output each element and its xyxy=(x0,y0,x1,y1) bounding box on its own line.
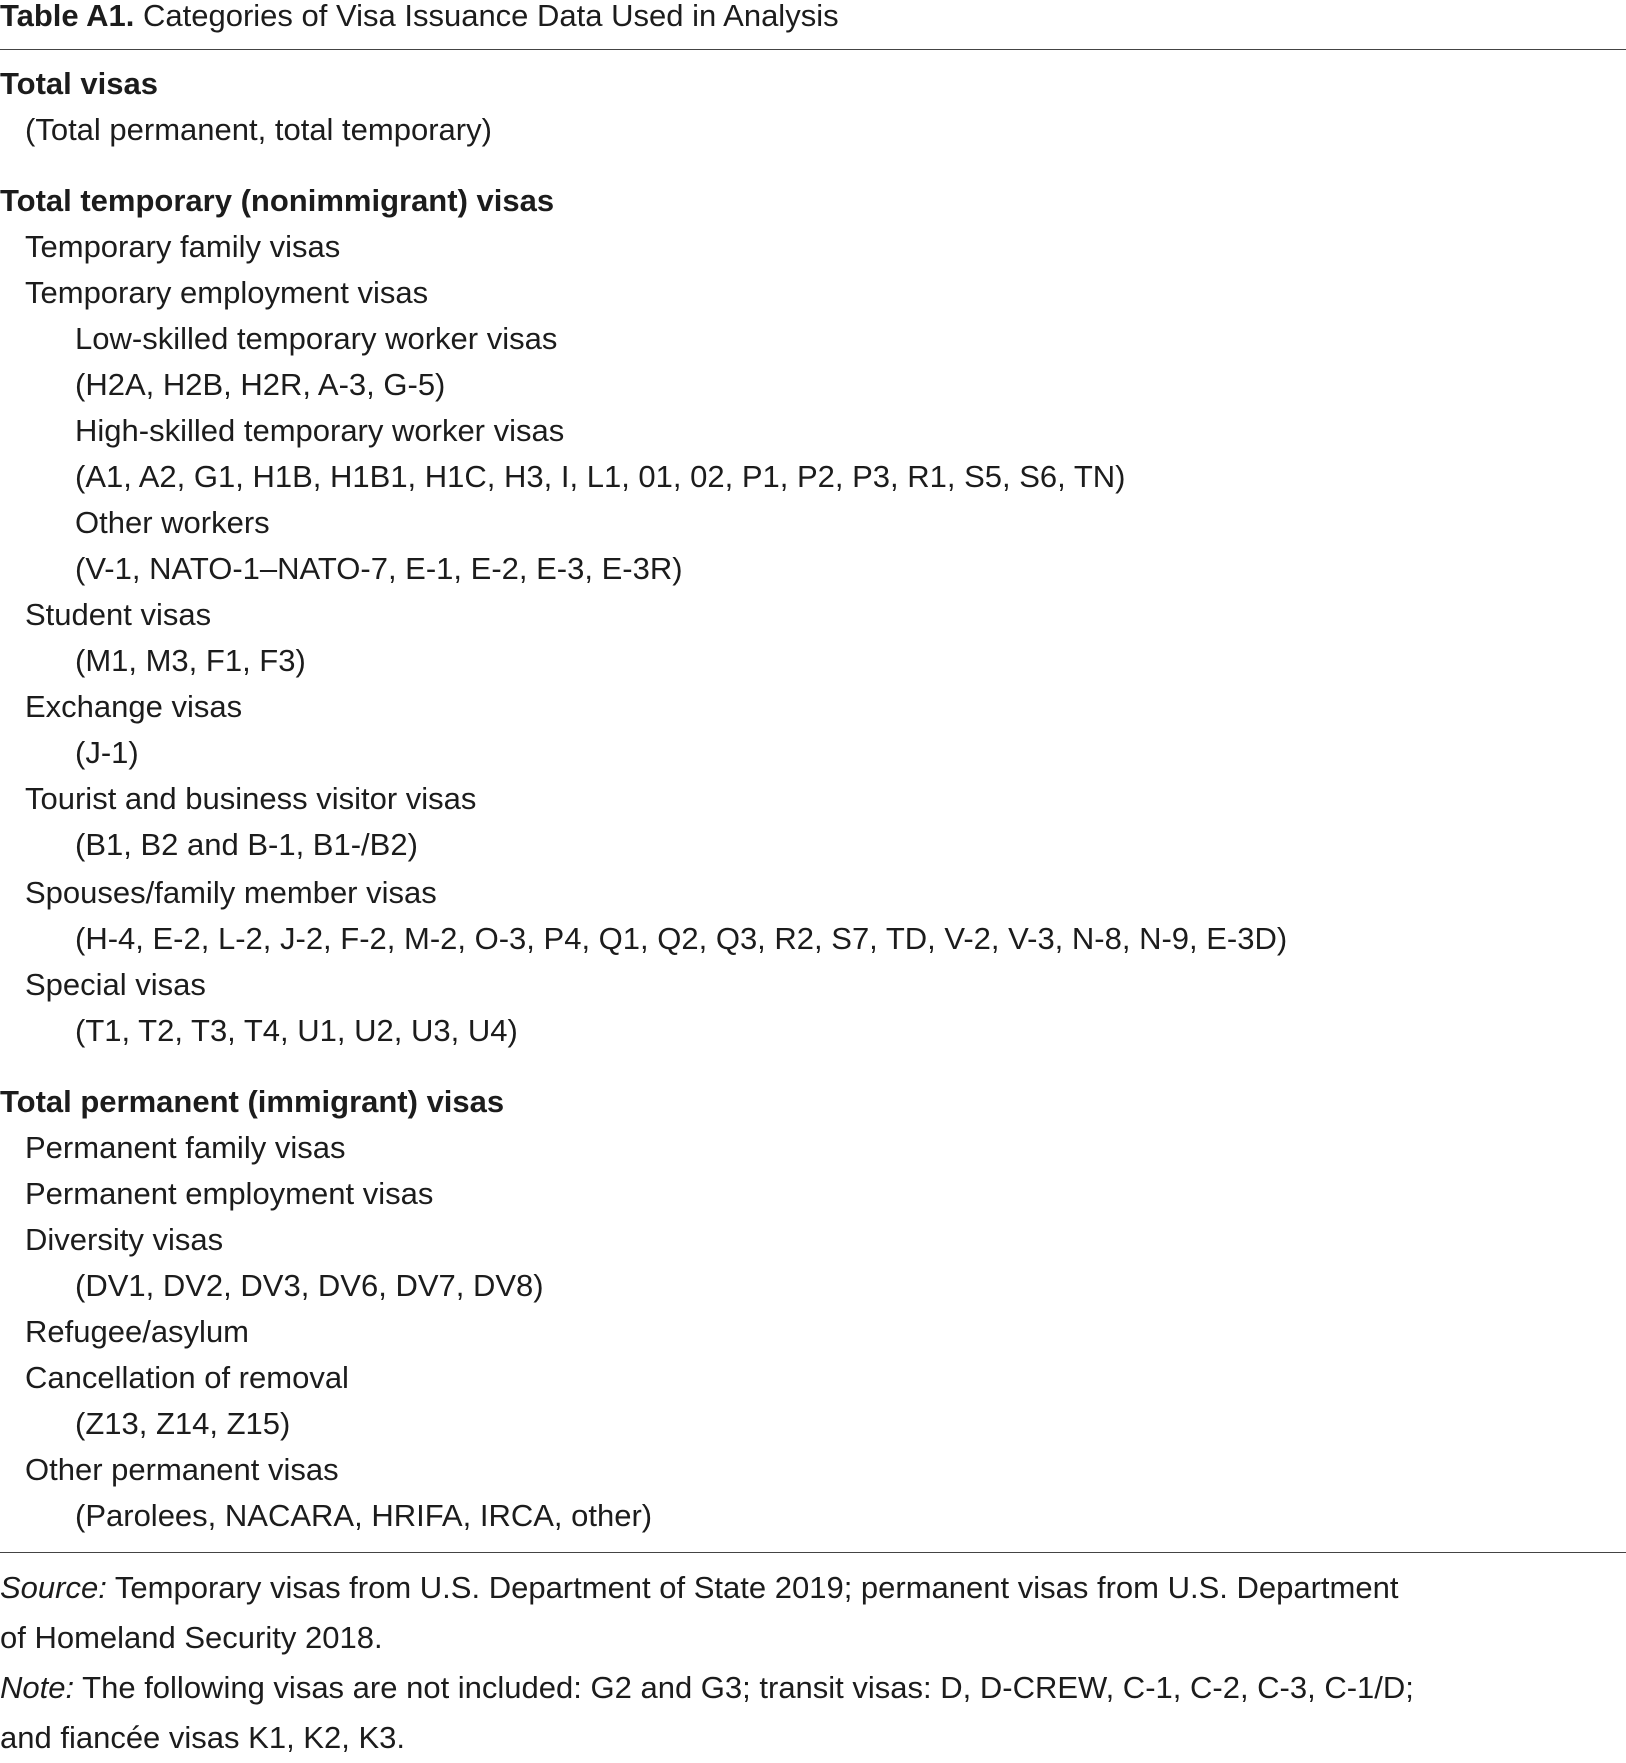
visa-codes: (H2A, H2B, H2R, A-3, G-5) xyxy=(75,367,446,402)
source-note-line-1 xyxy=(0,1563,1626,1613)
visa-codes: (Total permanent, total temporary) xyxy=(25,112,492,147)
top-rule xyxy=(0,49,1626,50)
visa-codes: (M1, M3, F1, F3) xyxy=(75,643,306,678)
visa-codes: (H-4, E-2, L-2, J-2, F-2, M-2, O-3, P4, Q1, Q2, Q3, R2, S7, TD, V-2, V-3, N-8, N-9, E-3D) xyxy=(75,921,1288,956)
visa-codes: (Parolees, NACARA, HRIFA, IRCA, other) xyxy=(75,1498,653,1533)
table-caption: Categories of Visa Issuance Data Used in Analysis xyxy=(143,0,839,33)
category-item: High-skilled temporary worker visas xyxy=(75,413,565,448)
category-item: Other workers xyxy=(75,505,270,540)
category-item: Permanent family visas xyxy=(25,1130,346,1165)
visa-codes: (Z13, Z14, Z15) xyxy=(75,1406,291,1441)
table-title xyxy=(0,0,839,40)
category-item: Low-skilled temporary worker visas xyxy=(75,321,558,356)
category-item: Refugee/asylum xyxy=(25,1314,250,1349)
category-item: Tourist and business visitor visas xyxy=(25,781,477,816)
visa-codes: (V-1, NATO-1–NATO-7, E-1, E-2, E-3, E-3R) xyxy=(75,551,683,586)
bottom-rule xyxy=(0,1552,1626,1553)
category-heading: Total temporary (nonimmigrant) visas xyxy=(0,183,555,218)
category-item: Temporary employment visas xyxy=(25,275,429,310)
visa-codes: (DV1, DV2, DV3, DV6, DV7, DV8) xyxy=(75,1268,544,1303)
category-item: Exchange visas xyxy=(25,689,243,724)
category-item: Temporary family visas xyxy=(25,229,341,264)
category-item: Diversity visas xyxy=(25,1222,224,1257)
source-text-1: Temporary visas from U.S. Department of State 2019; permanent visas from U.S. Department xyxy=(106,1570,1399,1605)
category-item: Other permanent visas xyxy=(25,1452,339,1487)
note-label: Note: xyxy=(0,1670,75,1705)
visa-codes: (B1, B2 and B-1, B1-/B2) xyxy=(75,827,418,862)
visa-codes: (A1, A2, G1, H1B, H1B1, H1C, H3, I, L1, 01, 02, P1, P2, P3, R1, S5, S6, TN) xyxy=(75,459,1126,494)
note-text-1: The following visas are not included: G2 and G3; transit visas: D, D-CREW, C-1, C-2, C-3, C-1/D; xyxy=(74,1670,1414,1705)
note-text-2: and fiancée visas K1, K2, K3. xyxy=(0,1720,405,1755)
source-note-line-2 xyxy=(0,1613,1626,1663)
visa-codes: (T1, T2, T3, T4, U1, U2, U3, U4) xyxy=(75,1013,518,1048)
table-label: Table A1. xyxy=(0,0,135,33)
category-heading: Total visas xyxy=(0,66,158,101)
category-heading: Total permanent (immigrant) visas xyxy=(0,1084,505,1119)
category-item: Spouses/family member visas xyxy=(25,875,437,910)
category-item: Special visas xyxy=(25,967,206,1002)
category-item: Cancellation of removal xyxy=(25,1360,349,1395)
category-item: Permanent employment visas xyxy=(25,1176,434,1211)
visa-codes: (J-1) xyxy=(75,735,139,770)
category-item: Student visas xyxy=(25,597,212,632)
source-text-2: of Homeland Security 2018. xyxy=(0,1620,383,1655)
note-line-1 xyxy=(0,1663,1626,1713)
source-label: Source: xyxy=(0,1570,107,1605)
